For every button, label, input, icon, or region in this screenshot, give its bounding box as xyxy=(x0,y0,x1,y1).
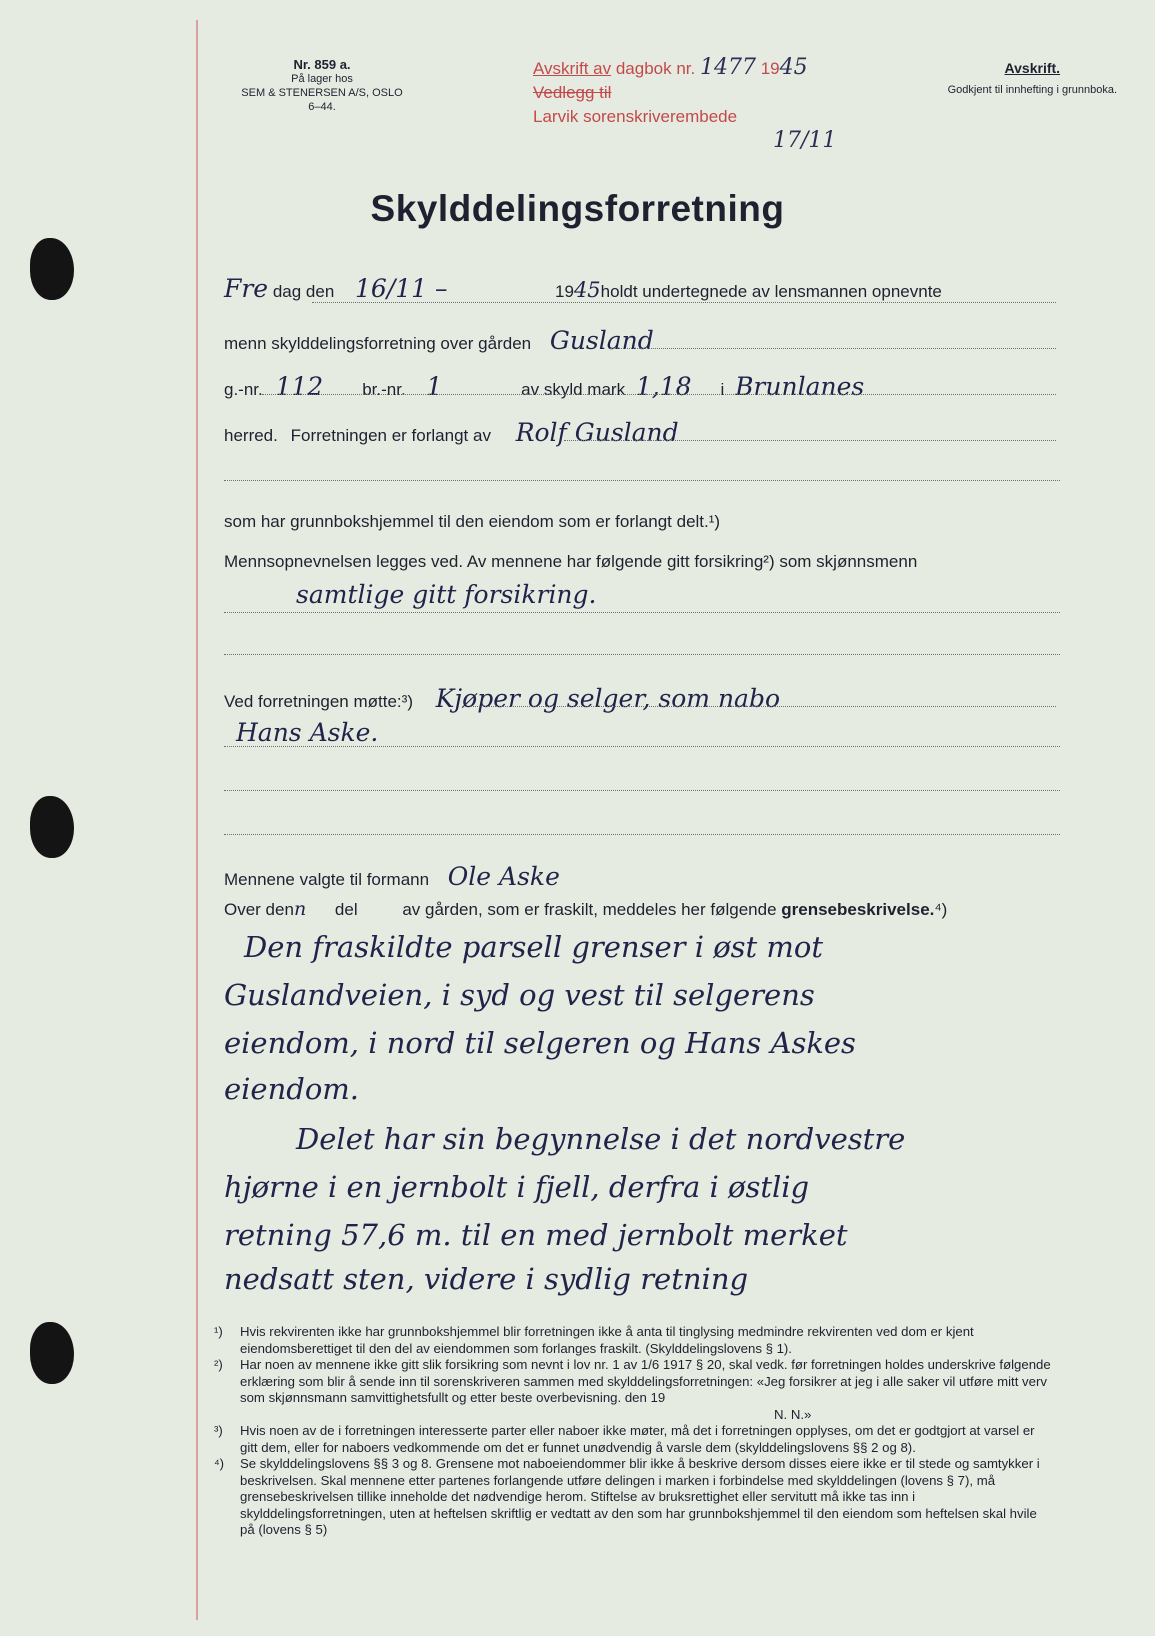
i-label: i xyxy=(720,380,725,399)
printer-line: På lager hos xyxy=(291,73,353,85)
footnote-number: ⁴) xyxy=(214,1456,225,1471)
margin-line xyxy=(196,20,198,1620)
avskrift-title: Avskrift. xyxy=(1004,60,1061,76)
stamp-year: 45 xyxy=(779,55,808,80)
fill-line xyxy=(610,348,1056,349)
avskrift-subtitle: Godkjent til innhefting i grunnboka. xyxy=(947,84,1117,96)
requester-value: Rolf Gusland xyxy=(515,418,679,447)
mennsopnevnelse-text: Mennsopnevnelsen legges ved. Av mennene har følgende gitt forsikring²) som skjønnsmenn xyxy=(224,552,918,571)
skyld-label: av skyld mark xyxy=(521,380,626,399)
description-line: Den fraskildte parsell grenser i øst mot xyxy=(244,930,824,964)
fill-line xyxy=(224,834,1060,835)
gnr-label: g.-nr. xyxy=(224,380,263,399)
form-row-mote xyxy=(224,684,780,713)
fraskilt-label: av gården, som er fraskilt, meddeles her følgende xyxy=(402,900,777,919)
form-row-grense xyxy=(224,898,947,920)
farm-value: Gusland xyxy=(549,326,654,355)
footnote-signature xyxy=(214,1407,1054,1424)
stamp-dagbok-label: dagbok nr. xyxy=(615,59,696,78)
grense-footnote-ref: ⁴) xyxy=(934,900,948,919)
fill-line xyxy=(224,746,1060,747)
footnote-number: ³) xyxy=(214,1423,223,1438)
brnr-value: 1 xyxy=(426,372,443,401)
description-line: eiendom. xyxy=(224,1072,360,1106)
grense-label: grensebeskrivelse. xyxy=(781,900,935,919)
grunnbok-text: som har grunnbokshjemmel til den eiendom som er forlangt delt.¹) xyxy=(224,512,721,531)
printer-line: 6–44. xyxy=(308,101,336,113)
dagbok-number: 1477 xyxy=(699,55,756,80)
footnote-text: N. N.» xyxy=(774,1406,812,1422)
footnote xyxy=(214,1324,1054,1357)
fill-line xyxy=(224,480,1060,481)
weekday-value: Fre xyxy=(224,274,269,303)
gnr-value: 112 xyxy=(275,372,324,401)
form-row-date xyxy=(224,274,942,303)
menn-text: menn skylddelingsforretning over gården xyxy=(224,334,532,353)
brnr-label: br.-nr. xyxy=(362,380,406,399)
year-prefix: 19 xyxy=(555,282,574,301)
description-line: nedsatt sten, videre i sydlig retning xyxy=(224,1262,749,1296)
stamp-office: Larvik sorenskriverembede xyxy=(533,107,738,126)
held-text: holdt undertegnede av lensmannen opnevnte xyxy=(600,282,942,301)
fill-line xyxy=(224,790,1060,791)
printer-info xyxy=(232,58,412,114)
footnote-text: Har noen av mennene ikke gitt slik forsikring som nevnt i lov nr. 1 av 1/6 1917 § 20, skal vedk. før forretningen holdes underskrive følgende erklæring som blir å sende inn til sorenskriveren sammen med skylddelingsforretningen: «Jeg forsikrer at jeg i alle saker vil utføre mitt verv som skjønnsmann samvittighetsfullt og etter beste overbevisning. den 19 xyxy=(240,1357,1051,1405)
punch-hole xyxy=(30,238,74,300)
footnote-number: ²) xyxy=(214,1357,223,1372)
footnotes xyxy=(214,1324,1054,1539)
form-row-requester xyxy=(224,418,679,447)
footnote xyxy=(214,1423,1054,1456)
fill-line xyxy=(470,706,1056,707)
description-line: hjørne i en jernbolt i fjell, derfra i østlig xyxy=(224,1170,810,1204)
description-line: Guslandveien, i syd og vest til selgerens xyxy=(224,978,815,1012)
footnote-text: Se skylddelingslovens §§ 3 og 8. Grensene mot naboeiendommer blir ikke å beskrive dersom disses eiere ikke er til stede og samtykker i beskrivelsen. Skal mennene etter partenes forlangende utføre delingen i marken i forbindelse med skylddelingen (lovens § 7), må grensebeskrivelsen tillike inneholde det nødvendige herom. Stiftelse av bruksrettighet eller servitutt må ikke tas inn i skylddelingsforretningen, uten at heftelsen skriftlig er vedtatt av den som har grunnbokshjemmel til den eiendom som heftelsen skal hvile på (lovens § 5) xyxy=(240,1456,1040,1537)
stamp-year-prefix: 19 xyxy=(760,59,780,78)
year-value: 45 xyxy=(573,278,601,302)
form-row-gnr xyxy=(224,372,864,401)
mote-label: Ved forretningen møtte:³) xyxy=(224,692,413,711)
stamp-vedlegg: Vedlegg til xyxy=(533,83,612,102)
fill-line xyxy=(312,302,1056,303)
form-row-formann xyxy=(224,862,560,891)
footnote-text: Hvis rekvirenten ikke har grunnbokshjemmel blir forretningen ikke å anta til tinglysing medmindre rekvirenten ved dom er kjent eiendomsberettiget til den del av eiendommen som forlanges fraskilt. (Skylddelingslovens § 1). xyxy=(240,1324,974,1356)
mote-value-2: Hans Aske. xyxy=(236,718,379,747)
over-value: n xyxy=(293,898,307,920)
footnote-text: Hvis noen av de i forretningen interesserte parter eller naboer ikke møter, må det i forretningen opplyses, om det er godtgjort at varsel er gitt dem, eller for naboers vedkommende om det er funnet unødvendig å varsle dem (skylddelingslovens §§ 2 og 8). xyxy=(240,1423,1035,1455)
avskrift-box xyxy=(948,60,1117,96)
del-label: del xyxy=(334,900,358,919)
fill-line xyxy=(564,440,1056,441)
forlangt-label: Forretningen er forlangt av xyxy=(290,426,491,445)
punch-hole xyxy=(30,1322,74,1384)
skyld-value: 1,18 xyxy=(635,372,692,401)
formann-value: Ole Aske xyxy=(447,862,560,891)
description-line: Delet har sin begynnelse i det nordvestre xyxy=(296,1122,906,1156)
mote-value-1: Kjøper og selger, som nabo xyxy=(435,684,781,713)
dag-den-label: dag den xyxy=(272,282,335,301)
herred-value: Brunlanes xyxy=(735,372,865,401)
printer-line: SEM & STENERSEN A/S, OSLO xyxy=(241,87,403,99)
fill-line xyxy=(262,394,1056,395)
stamp-date-note: 17/11 xyxy=(773,128,837,153)
herred-label: herred. xyxy=(224,426,278,445)
forsikring-value: samtlige gitt forsikring. xyxy=(296,580,597,609)
description-line: eiendom, i nord til selgeren og Hans Askes xyxy=(224,1026,856,1060)
formann-label: Mennene valgte til formann xyxy=(224,870,430,889)
page-title: Skylddelingsforretning xyxy=(370,188,785,229)
date-value: 16/11 – xyxy=(355,274,448,303)
fill-line xyxy=(224,654,1060,655)
description-line: retning 57,6 m. til en med jernbolt merket xyxy=(224,1218,848,1252)
footnote xyxy=(214,1357,1054,1407)
footnote xyxy=(214,1456,1054,1539)
over-label: Over den xyxy=(224,900,294,919)
form-number: Nr. 859 a. xyxy=(293,57,351,72)
stamp-avskrift-av: Avskrift av xyxy=(533,59,612,78)
registry-stamp xyxy=(533,56,836,153)
footnote-number: ¹) xyxy=(214,1324,223,1339)
form-row-farm xyxy=(224,326,654,355)
fill-line xyxy=(224,612,1060,613)
punch-hole xyxy=(30,796,74,858)
